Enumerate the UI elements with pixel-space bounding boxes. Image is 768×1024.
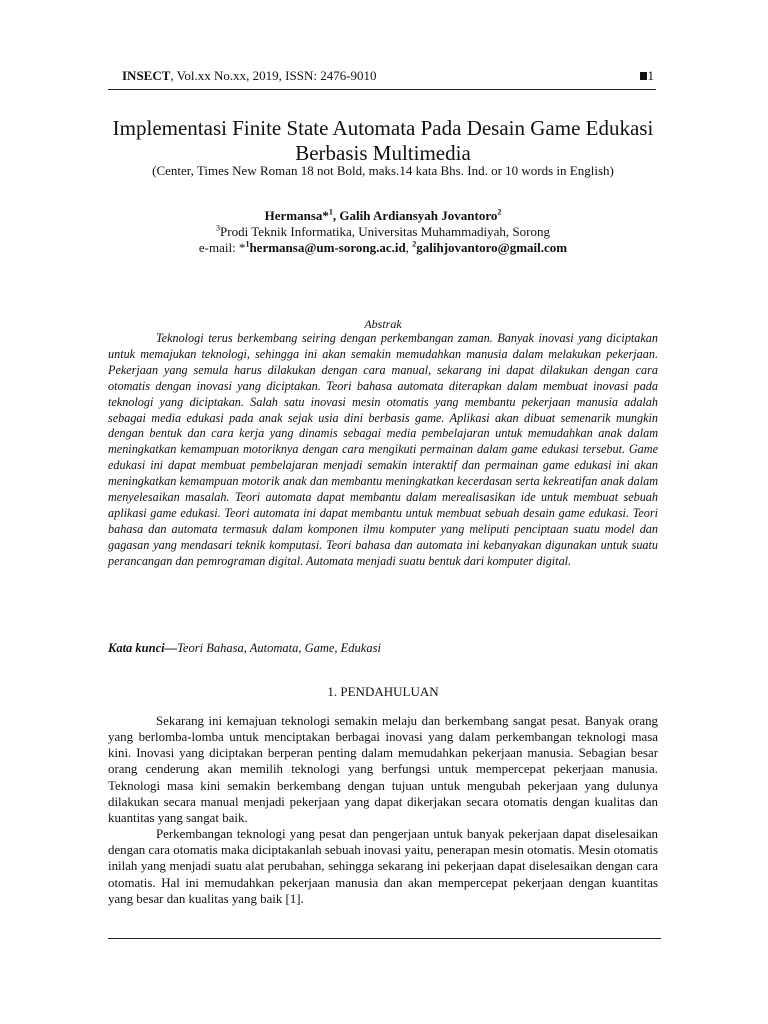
author-2-sup: 2: [497, 207, 502, 217]
abstract-heading: Abstrak: [364, 317, 402, 331]
email-2: galihjovantoro@gmail.com: [416, 240, 568, 255]
affiliation: [108, 224, 658, 240]
square-bullet-icon: [640, 72, 647, 80]
email-2-sup: 2: [412, 239, 417, 249]
header-rule: [108, 89, 656, 90]
keywords-label: Kata kunci: [108, 641, 165, 655]
author-1: Hermansa*: [264, 208, 329, 223]
email-prefix: e-mail: *: [198, 240, 246, 255]
email-1: hermansa@um-sorong.ac.id: [249, 240, 406, 255]
affiliation-sup: 3: [216, 223, 221, 233]
email-separator: ,: [405, 240, 413, 255]
paper-title: Implementasi Finite State Automata Pada Desain Game Edukasi Berbasis Multimedia: [112, 116, 654, 165]
paragraph-2: Perkembangan teknologi yang pesat dan pengerjaan untuk banyak pekerjaan dapat diselesaikan dengan cara otomatis maka diciptakanlah sebuah inovasi yaitu, penerapan mesin otomatis. Mesin otomatis inilah yang menjadi suatu alat perubahan, sehingga sekarang ini pekerjaan dapat diselesaikan dengan cara otomatis. Hal ini memudahkan pekerjaan manusia dan akan mempercepat pekerjaan dengan kuantitas yang besar dan kualitas yang baik [1].: [108, 827, 658, 906]
section-heading: 1. PENDAHULUAN: [327, 684, 439, 699]
author-2: Galih Ardiansyah Jovantoro: [339, 208, 498, 223]
paragraph-1: Sekarang ini kemajuan teknologi semakin melaju dan berkembang sangat pesat. Banyak orang yang berlomba-lomba untuk menciptakan berbagai inovasi yang dalam perkembangan teknologi masa kini. Inovasi yang diciptakan berperan penting dalam memudahkan pekerjaan manusia. Sebagian besar orang cenderung akan memilih teknologi yang berfungsi untuk mempercepat pekerjaan manusia. Teknologi masa kini semakin berkembang dengan tujuan untuk mengubah pekerjaan yang dulunya dilakukan secara manual menjadi pekerjaan yang dapat dikerjakan secara otomatis dengan kualitas dan kuantitas yang sangat baik.: [108, 714, 658, 825]
keywords: [108, 640, 658, 656]
email-line: [108, 240, 658, 256]
author-names: [108, 208, 658, 224]
affiliation-text: Prodi Teknik Informatika, Universitas Muhammadiyah, Sorong: [220, 224, 550, 239]
page-number: [640, 68, 655, 84]
author-separator: ,: [332, 208, 340, 223]
page-number-value: 1: [647, 68, 654, 83]
keywords-value: Teori Bahasa, Automata, Game, Edukasi: [177, 641, 381, 655]
keywords-dash: —: [164, 641, 178, 655]
author-1-sup: 1: [328, 207, 333, 217]
footer-rule: [108, 938, 661, 939]
running-header: [108, 68, 658, 88]
email-1-sup: 1: [245, 239, 250, 249]
title-format-note: (Center, Times New Roman 18 not Bold, maks.14 kata Bhs. Ind. or 10 words in English): [152, 163, 614, 178]
author-block: [108, 208, 658, 256]
abstract-text: Teknologi terus berkembang seiring dengan perkembangan zaman. Banyak inovasi yang diciptakan untuk memajukan teknologi, sehingga ini akan semakin memudahkan manusia dalam melakukan pekerjaan. Pekerjaan yang semula harus dilakukan dengan cara manual, sekarang ini dapat dilakukan dengan cara otomatis dengan inovasi yang diciptakan. Teori bahasa automata diterapkan dalam membuat inovasi pada teknologi yang diciptakan. Salah satu inovasi mesin otomatis yang membantu pekerjaan manusia adalah sebagai media edukasi pada anak sejak usia dini berbasis game. Aplikasi akan dibuat semenarik mungkin dengan bentuk dan cara kerja yang dinamis sebagai media pembelajaran untuk memudahkan anak dalam meningkatkan kemampuan motoriknya dengan cara mengikuti permainan dalam game edukasi tersebut. Game edukasi ini dapat membuat pembelajaran menjadi semakin interaktif dan permainan game edukasi ini akan meningkatkan kemampuan motorik anak dan membantu meningkatkan kecerdasan serta kekreatifan anak dalam menyelesaikan masalah. Teori automata dapat membantu dalam merealisasikan ide untuk membuat sebuah aplikasi game edukasi. Teori automata ini dapat membantu untuk membuat sebuah desain game edukasi. Teori bahasa dan automata termasuk dalam komponen ilmu komputer yang meliputi penciptaan suatu model dan gagasan yang mendasari teknik komputasi. Teori bahasa dan automata ini kebanyakan digunakan untuk suatu perancangan dan pemrograman digital. Automata menjadi suatu bentuk dari komputer digital.: [108, 331, 658, 568]
journal-volume-info: , Vol.xx No.xx, 2019, ISSN: 2476-9010: [170, 68, 377, 83]
journal-citation: [122, 68, 377, 84]
section-body: [108, 713, 658, 907]
journal-name: INSECT: [122, 68, 171, 83]
